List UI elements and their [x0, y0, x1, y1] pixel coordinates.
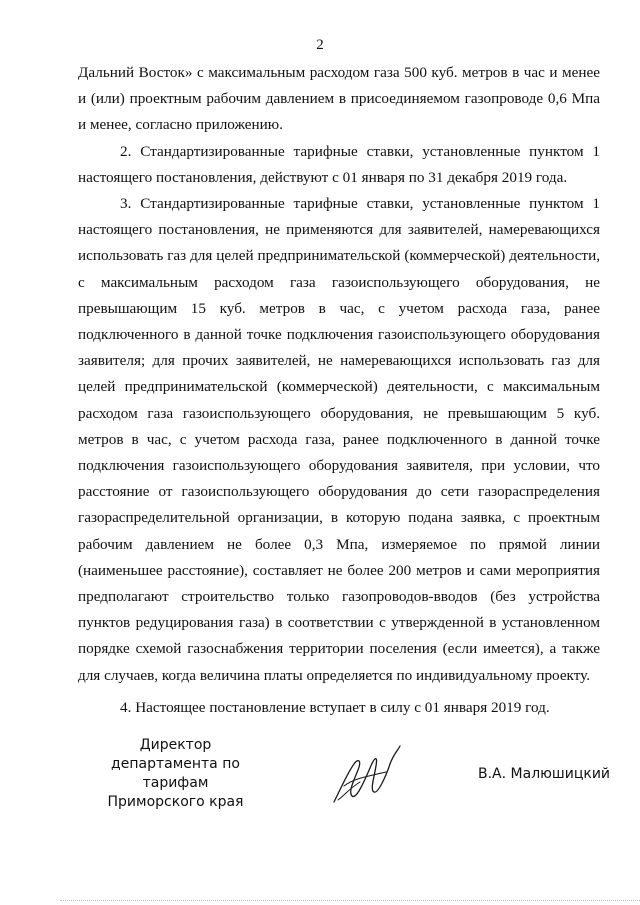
- paragraph-item-3: 3. Стандартизированные тарифные ставки, установленные пунктом 1 настоящего постановления, не применяются для заявителей, намеревающихся использовать газ для целей предпринимательской (коммерческой) деятельности, с максимальным расходом газа газоиспользующего оборудования, не превышающим 15 куб. метров в час, с учетом расхода газа, ранее подключенного в данной точке подключения газоиспользующего оборудования заявителя; для прочих заявителей, не намеревающихся использовать газ для целей предпринимательской (коммерческой) деятельности, с максимальным расходом газа газоиспользующего оборудования, не превышающим 5 куб. метров в час, с учетом расхода газа, ранее подключенного в данной точке подключения газоиспользующего оборудования заявителя, при условии, что расстояние от газоиспользующего оборудования до сети газораспределения газораспределительной организации, в которую подана заявка, с проектным рабочим давлением не более 0,3 Мпа, измеряемое по прямой линии (наименьшее расстояние), составляет не более 200 метров и сами мероприятия предполагают строительство только газопроводов-вводов (без устройства пунктов редуцирования газа) в соответствии с утвержденной в установленном порядке схемой газоснабжения территории поселения (если имеется), а также для случаев, когда величина платы определяется по индивидуальному проекту.: [78, 195, 600, 684]
- signatory-title-line-3: Приморского края: [107, 794, 244, 810]
- signatory-title: [78, 736, 273, 812]
- paragraph-item-2: 2. Стандартизированные тарифные ставки, установленные пунктом 1 настоящего постановления, действуют с 01 января по 31 декабря 2019 года.: [78, 142, 600, 186]
- document-body: [78, 60, 600, 721]
- signatory-name: В.А. Малюшицкий: [478, 766, 611, 782]
- signatory-title-line-2: департамента по тарифам: [111, 756, 240, 791]
- page-number: 2: [316, 37, 324, 53]
- scan-edge-divider: [60, 898, 640, 901]
- signatory-title-line-1: Директор: [139, 737, 212, 753]
- paragraph-continuation: Дальний Восток» с максимальным расходом газа 500 куб. метров в час и менее и (или) проектным рабочим давлением в присоединяемом газопроводе 0,6 Мпа и менее, согласно приложению.: [78, 64, 600, 134]
- handwritten-signature: [330, 742, 408, 808]
- paragraph-item-4: 4. Настоящее постановление вступает в силу с 01 января 2019 год.: [120, 698, 550, 716]
